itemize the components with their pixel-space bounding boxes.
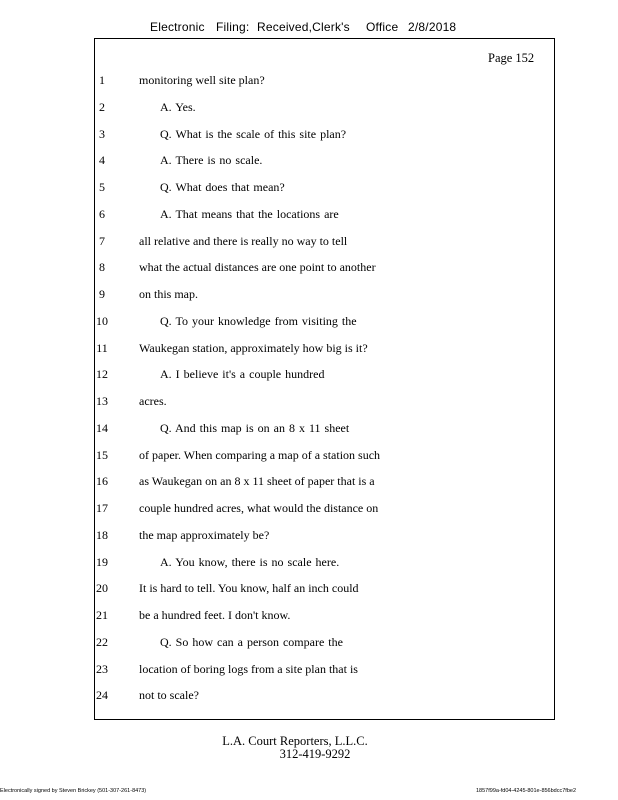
header-office: Office xyxy=(366,20,399,34)
line-text: monitoring well site plan? xyxy=(139,73,265,87)
transcript-line xyxy=(0,528,618,544)
line-text: A. That means that the locations are xyxy=(160,207,339,221)
transcript-line xyxy=(0,662,618,678)
line-text: location of boring logs from a site plan that is xyxy=(139,662,358,676)
line-number: 1 xyxy=(99,73,105,87)
line-text: what the actual distances are one point to another xyxy=(139,260,376,274)
line-number: 10 xyxy=(96,314,108,328)
line-number: 3 xyxy=(99,127,105,141)
transcript-line xyxy=(0,234,618,250)
transcript-line xyxy=(0,341,618,357)
line-number: 13 xyxy=(96,394,108,408)
line-number: 17 xyxy=(96,501,108,515)
transcript-line xyxy=(0,555,618,571)
line-number: 18 xyxy=(96,528,108,542)
line-text: Waukegan station, approximately how big is it? xyxy=(139,341,368,355)
transcript-line xyxy=(0,501,618,517)
electronic-signature-note: Electronically signed by Steven Brickey (501-307-261-8473) xyxy=(0,788,147,794)
line-text: A. There is no scale. xyxy=(160,153,263,167)
line-text: Q. So how can a person compare the xyxy=(160,635,343,649)
line-number: 5 xyxy=(99,180,105,194)
transcript-line xyxy=(0,608,618,624)
transcript-line xyxy=(0,314,618,330)
line-text: the map approximately be? xyxy=(139,528,270,542)
line-text: on this map. xyxy=(139,287,198,301)
footer-company: L.A. Court Reporters, L.L.C. xyxy=(222,734,368,748)
transcript-line xyxy=(0,421,618,437)
transcript-line xyxy=(0,367,618,383)
transcript-line xyxy=(0,127,618,143)
transcript-line xyxy=(0,100,618,116)
line-text: couple hundred acres, what would the distance on xyxy=(139,501,379,515)
line-text: all relative and there is really no way to tell xyxy=(139,234,348,248)
line-number: 23 xyxy=(96,662,108,676)
line-number: 20 xyxy=(96,581,108,595)
transcript-line xyxy=(0,260,618,276)
line-number: 12 xyxy=(96,367,108,381)
transcript-line xyxy=(0,448,618,464)
line-text: be a hundred feet. I don't know. xyxy=(139,608,291,622)
line-number: 11 xyxy=(96,341,108,355)
line-number: 24 xyxy=(96,688,108,702)
line-number: 8 xyxy=(99,260,105,274)
line-number: 4 xyxy=(99,153,105,167)
header-electronic: Electronic xyxy=(150,20,205,34)
transcript-line xyxy=(0,688,618,704)
line-text: not to scale? xyxy=(139,688,199,702)
transcript-line xyxy=(0,180,618,196)
transcript-line xyxy=(0,635,618,651)
page-number: Page 152 xyxy=(488,51,535,65)
header-date: 2/8/2018 xyxy=(408,20,457,34)
line-text: of paper. When comparing a map of a station such xyxy=(139,448,381,462)
line-number: 9 xyxy=(99,287,105,301)
document-hash: 1857f99a-fd04-4245-801e-856bdcc7fbe2 xyxy=(476,788,576,794)
header-filing: Filing: xyxy=(216,20,250,34)
line-number: 7 xyxy=(99,234,105,248)
line-number: 21 xyxy=(96,608,108,622)
line-number: 6 xyxy=(99,207,105,221)
line-number: 19 xyxy=(96,555,108,569)
transcript-line xyxy=(0,474,618,490)
line-text: It is hard to tell. You know, half an inch could xyxy=(139,581,359,595)
line-text: A. I believe it's a couple hundred xyxy=(160,367,325,381)
line-text: Q. What does that mean? xyxy=(160,180,285,194)
footer-phone: 312-419-9292 xyxy=(279,747,351,761)
transcript-line xyxy=(0,581,618,597)
transcript-line xyxy=(0,207,618,223)
line-text: as Waukegan on an 8 x 11 sheet of paper that is a xyxy=(139,474,375,488)
line-number: 22 xyxy=(96,635,108,649)
transcript-line xyxy=(0,287,618,303)
header-received-clerks: Received,Clerk's xyxy=(257,20,350,34)
line-number: 2 xyxy=(99,100,105,114)
line-number: 16 xyxy=(96,474,108,488)
line-text: A. Yes. xyxy=(160,100,196,114)
transcript-line xyxy=(0,73,618,89)
line-number: 15 xyxy=(96,448,108,462)
transcript-line xyxy=(0,394,618,410)
line-text: A. You know, there is no scale here. xyxy=(160,555,340,569)
line-text: Q. To your knowledge from visiting the xyxy=(160,314,357,328)
line-text: Q. What is the scale of this site plan? xyxy=(160,127,347,141)
line-number: 14 xyxy=(96,421,108,435)
line-text: acres. xyxy=(139,394,167,408)
filing-header xyxy=(0,20,618,38)
transcript-line xyxy=(0,153,618,169)
line-text: Q. And this map is on an 8 x 11 sheet xyxy=(160,421,350,435)
